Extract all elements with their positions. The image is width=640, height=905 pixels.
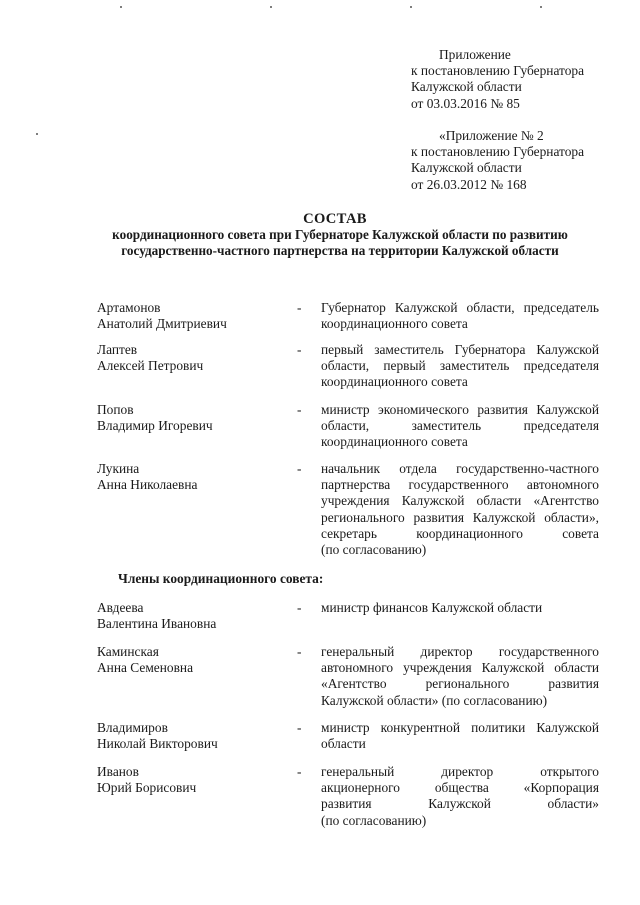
- role-line: (по согласованию): [321, 812, 427, 828]
- member-surname: Попов: [97, 402, 134, 417]
- appendix2-header: [411, 128, 631, 193]
- role-line: области, заместитель председателя: [321, 418, 599, 434]
- role-line: министр финансов Калужской области: [321, 600, 543, 615]
- member-role: [321, 764, 599, 829]
- role-line: учреждения Калужской области «Агентство: [321, 493, 599, 509]
- member-role: [321, 300, 599, 332]
- role-line: координационного совета: [321, 434, 468, 450]
- appendix-line: Приложение: [439, 47, 511, 62]
- appendix2-line: «Приложение № 2: [439, 128, 544, 143]
- scan-speck: [270, 6, 272, 8]
- member-role: [321, 644, 599, 709]
- role-line: начальник отдела государственно-частного: [321, 461, 599, 476]
- dash-separator: -: [297, 764, 302, 779]
- member-surname: Владимиров: [97, 720, 168, 735]
- role-line: развития Калужской области»: [321, 796, 599, 812]
- appendix-line: Калужской области: [411, 79, 522, 95]
- member-given-name: Юрий Борисович: [97, 780, 197, 796]
- role-line: Калужской области» (по согласованию): [321, 692, 548, 708]
- role-line: координационного совета: [321, 374, 468, 390]
- member-surname: Авдеева: [97, 600, 144, 615]
- member-surname: Каминская: [97, 644, 159, 659]
- appendix2-line: от 26.03.2012 № 168: [411, 176, 527, 192]
- member-given-name: Николай Викторович: [97, 736, 218, 752]
- scan-speck: [36, 133, 38, 135]
- dash-separator: -: [297, 461, 302, 476]
- role-line: автономного учреждения Калужской области: [321, 660, 599, 676]
- member-name: [97, 644, 297, 676]
- member-given-name: Владимир Игоревич: [97, 418, 213, 434]
- member-name: [97, 600, 297, 632]
- member-role: [321, 342, 599, 391]
- role-line: области, первый заместитель председателя: [321, 358, 599, 374]
- member-given-name: Анна Семеновна: [97, 660, 194, 676]
- role-line: Губернатор Калужской области, председатель: [321, 300, 599, 315]
- appendix-header: [411, 47, 631, 112]
- appendix-line: от 03.03.2016 № 85: [411, 95, 520, 111]
- dash-separator: -: [297, 600, 302, 615]
- member-role: [321, 720, 599, 752]
- title-main: СОСТАВ: [303, 211, 367, 227]
- appendix2-line: Калужской области: [411, 160, 522, 176]
- role-line: министр конкурентной политики Калужской: [321, 720, 599, 735]
- role-line: партнерства государственного автономного: [321, 477, 599, 493]
- member-given-name: Анатолий Дмитриевич: [97, 316, 227, 332]
- appendix2-line: к постановлению Губернатора: [411, 144, 585, 160]
- member-name: [97, 342, 297, 374]
- member-role: [321, 461, 599, 558]
- scan-speck: [120, 6, 122, 8]
- role-line: первый заместитель Губернатора Калужской: [321, 342, 599, 357]
- appendix-line: к постановлению Губернатора: [411, 63, 585, 79]
- role-line: «Агентство регионального развития: [321, 676, 599, 692]
- scan-speck: [410, 6, 412, 8]
- dash-separator: -: [297, 342, 302, 357]
- role-line: координационного совета: [321, 316, 468, 332]
- role-line: министр экономического развития Калужской: [321, 402, 599, 417]
- document-title: [0, 211, 640, 259]
- dash-separator: -: [297, 720, 302, 735]
- role-line: генеральный директор открытого: [321, 764, 599, 779]
- scan-speck: [540, 6, 542, 8]
- member-surname: Лукина: [97, 461, 140, 476]
- role-line: (по согласованию): [321, 542, 427, 558]
- title-subtitle-line: государственно-частного партнерства на территории Калужской области: [121, 243, 559, 259]
- member-given-name: Валентина Ивановна: [97, 616, 217, 632]
- member-given-name: Анна Николаевна: [97, 477, 198, 493]
- title-subtitle-line: координационного совета при Губернаторе Калужской области по развитию: [112, 227, 568, 243]
- member-role: [321, 402, 599, 451]
- dash-separator: -: [297, 300, 302, 315]
- role-line: регионального развития Калужской области»,: [321, 509, 599, 525]
- members-heading: Члены координационного совета:: [118, 571, 324, 586]
- role-line: акционерного общества «Корпорация: [321, 780, 599, 796]
- role-line: области: [321, 736, 366, 752]
- dash-separator: -: [297, 644, 302, 659]
- dash-separator: -: [297, 402, 302, 417]
- member-surname: Иванов: [97, 764, 139, 779]
- member-name: [97, 402, 297, 434]
- member-surname: Артамонов: [97, 300, 161, 315]
- member-given-name: Алексей Петрович: [97, 358, 204, 374]
- member-name: [97, 764, 297, 796]
- member-role: [321, 600, 599, 616]
- role-line: секретарь координационного совета: [321, 525, 599, 541]
- member-name: [97, 461, 297, 493]
- member-surname: Лаптев: [97, 342, 138, 357]
- member-name: [97, 300, 297, 332]
- role-line: генеральный директор государственного: [321, 644, 599, 659]
- member-name: [97, 720, 297, 752]
